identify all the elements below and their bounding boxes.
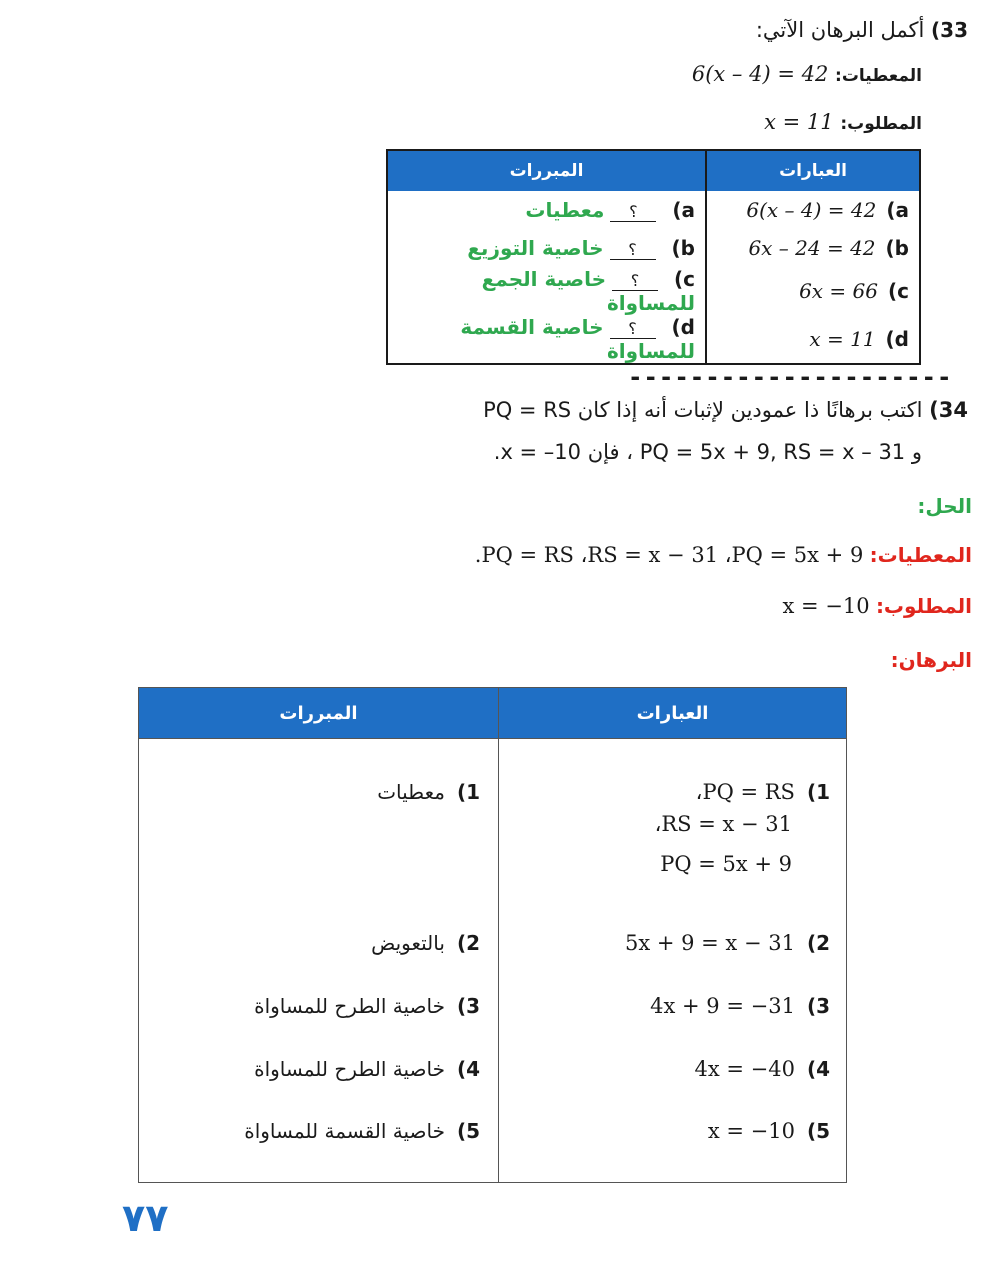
page-number: ٧٧ [122,1196,169,1240]
solution-given-value: PQ = RS ،RS = x − 31 ،PQ = 5x + 9. [474,543,864,567]
table-row [387,315,920,364]
reason-answer: خاصية التوزيع [467,236,604,260]
solution-given-label: المعطيات: [869,543,972,567]
reason: خاصية القسمة للمساواة [244,1119,445,1143]
table-row [139,974,847,1037]
row-letter: b) [885,236,909,260]
reason-answer: خاصية الجمع للمساواة [481,267,695,315]
answer-blank[interactable]: ؟ [610,319,656,339]
row-number: 5) [806,1119,830,1143]
statement: PQ = RS، [695,780,795,804]
row-number: 4) [456,1056,480,1081]
solution-required-label: المطلوب: [875,594,972,618]
table-row [139,911,847,974]
reason-answer: معطيات [525,198,605,222]
reason: معطيات [377,780,445,804]
reason: خاصية الطرح للمساواة [254,993,445,1018]
statement: 4x + 9 = −31 [650,993,795,1018]
problem-33-prompt [756,18,968,42]
statement: 5x + 9 = x − 31 [624,930,795,955]
required-label: المطلوب: [840,114,922,134]
header-reasons: المبررات [387,150,706,191]
problem-34-prompt [483,398,968,422]
statement: 6x = 66 [799,279,878,303]
row-number: 3) [806,993,830,1018]
row-letter: d) [671,315,695,339]
row-number: 2) [806,930,830,955]
solution-given [475,543,972,567]
problem-33-number: 33) [931,18,968,42]
answer-blank[interactable]: ؟ [612,271,658,291]
given-label: المعطيات: [835,66,922,86]
answer-blank[interactable]: ؟ [610,202,656,222]
solution-label: الحل: [917,494,972,518]
reason-answer: خاصية القسمة للمساواة [460,315,695,363]
header-statements: العبارات [706,150,920,191]
proof-table-33 [386,149,921,365]
proof-label: البرهان: [890,648,972,672]
table-row [387,267,920,315]
row-letter: a) [886,198,909,222]
statement: 6(x – 4) = 42 [746,198,877,222]
row-letter: c) [888,279,909,303]
problem-34-line1: اكتب برهانًا ذا عمودين لإثبات أنه إذا كان PQ = RS [483,398,923,422]
row-letter: d) [885,327,909,351]
table-row [387,191,920,229]
answer-blank[interactable]: ؟ [610,240,656,260]
reason: بالتعويض [371,930,445,955]
table-row [387,229,920,267]
problem-33-text: أكمل البرهان الآتي: [755,18,925,42]
problem-34-line2: و PQ = 5x + 9, RS = x – 31 ، فإن x = –10. [493,440,922,464]
given-value: 6(x – 4) = 42 [691,62,829,86]
row-number: 4) [806,1056,830,1081]
divider-dashes: --------------------- [628,363,953,391]
statement: 4x = −40 [694,1056,795,1081]
header-statements: العبارات [499,688,847,739]
row-letter: a) [672,198,695,222]
row-number: 1) [456,780,480,804]
row-letter: b) [671,236,695,260]
solution-required [782,594,972,618]
row-letter: c) [674,267,695,291]
reason: خاصية الطرح للمساواة [254,1056,445,1081]
problem-33-given [692,62,922,86]
header-reasons: المبررات [139,688,499,739]
table-row [139,1100,847,1183]
statement: RS = x − 31، [654,812,792,836]
row-number: 1) [806,780,830,804]
row-number: 2) [456,930,480,955]
problem-34-number: 34) [929,398,968,422]
statement: x = −10 [707,1119,795,1143]
problem-33-required [764,110,922,134]
statement: 6x – 24 = 42 [748,236,876,260]
row-number: 3) [456,993,480,1018]
statement: PQ = 5x + 9 [660,852,792,876]
proof-table-34 [138,687,847,1183]
table-row [139,1037,847,1100]
required-value: x = 11 [764,110,834,134]
row-number: 5) [456,1119,480,1143]
statement: x = 11 [809,327,876,351]
solution-required-value: x = −10 [782,594,870,618]
table-row [139,739,847,912]
